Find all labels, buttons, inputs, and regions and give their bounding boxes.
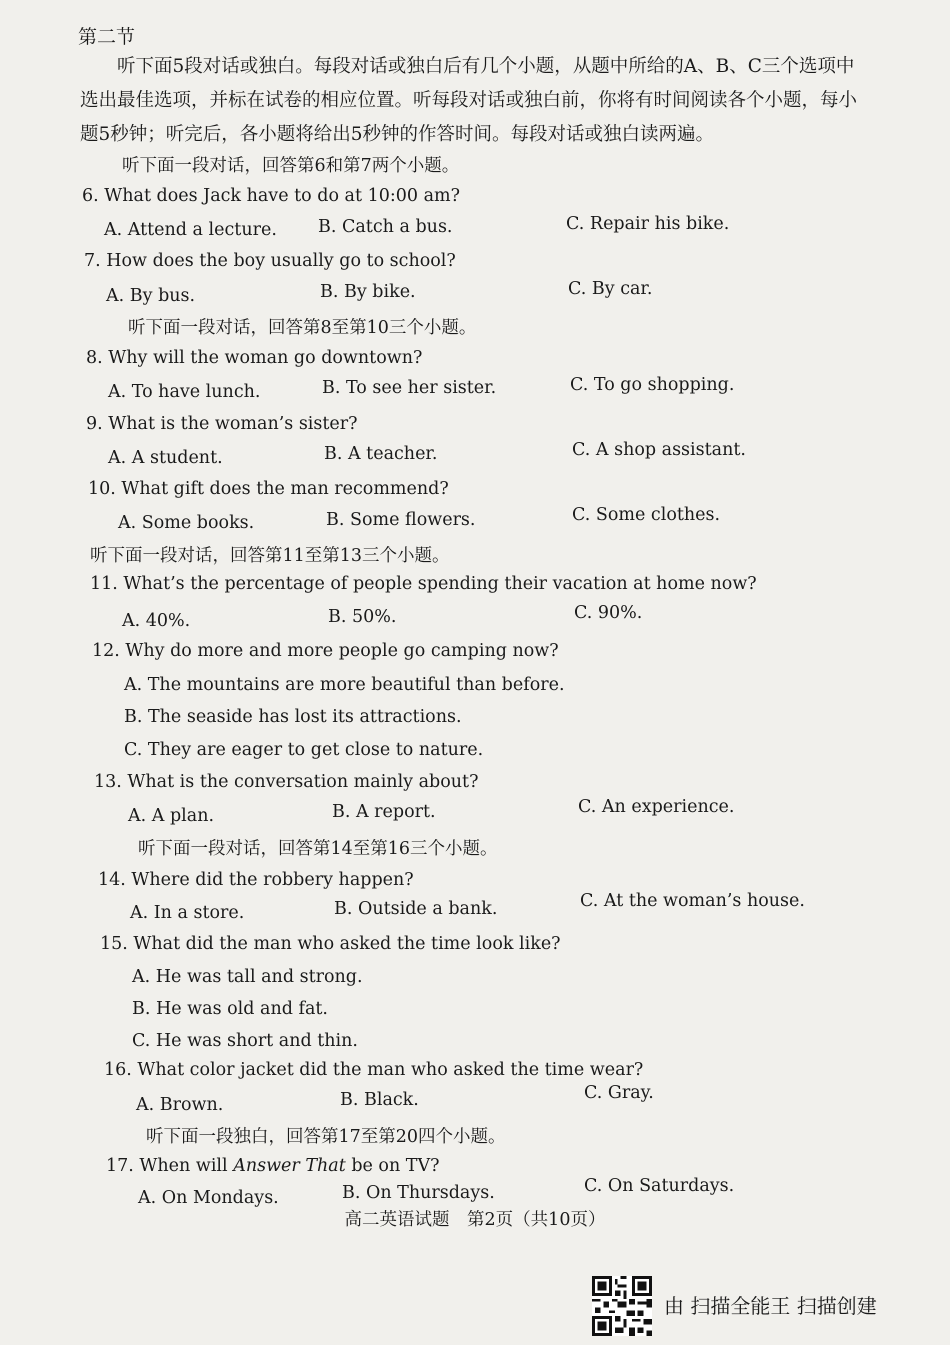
option-c: C. An experience. <box>578 797 735 817</box>
option-a: A. Brown. <box>136 1095 224 1115</box>
option-a: A. Attend a lecture. <box>104 220 277 240</box>
option-b: B. A report. <box>332 802 436 822</box>
question-stem: 12. Why do more and more people go camping now? <box>92 641 559 661</box>
option-a: A. By bus. <box>106 286 196 306</box>
option-b: B. On Thursdays. <box>342 1183 495 1203</box>
option-c: C. A shop assistant. <box>572 440 746 460</box>
option-b: B. By bike. <box>320 282 416 302</box>
option-b: B. Outside a bank. <box>334 899 498 919</box>
section-title: 第二节 <box>78 26 136 48</box>
option-a: A. On Mondays. <box>138 1188 279 1208</box>
qr-code-icon <box>592 1276 652 1336</box>
option-b: B. To see her sister. <box>322 378 497 398</box>
option-c: C. To go shopping. <box>570 375 735 395</box>
section-intro: 听下面5段对话或独白。每段对话或独白后有几个小题，从题中所给的A、B、C三个选项中选出最佳选项，并标在试卷的相应位置。听每段对话或独白前，你将有时间阅读各个小题，每小题5秒钟；听完后，各小题将给出5秒钟的作答时间。每段对话或独白读两遍。 <box>80 56 858 145</box>
question-stem: 6. What does Jack have to do at 10:00 am? <box>82 186 460 206</box>
question-stem: 14. Where did the robbery happen? <box>98 870 414 890</box>
question-stem-suffix: be on TV? <box>345 1156 440 1176</box>
question-stem: 16. What color jacket did the man who asked the time wear? <box>104 1060 644 1080</box>
option-a: A. In a store. <box>130 903 245 923</box>
option-b: B. Catch a bus. <box>318 217 453 237</box>
question-stem: 15. What did the man who asked the time look like? <box>100 934 561 954</box>
option-b: B. 50%. <box>328 607 397 627</box>
instruction: 听下面一段对话，回答第8至第10三个小题。 <box>128 318 477 338</box>
option-a: A. A plan. <box>128 806 215 826</box>
question-stem: 7. How does the boy usually go to school? <box>84 251 456 271</box>
question-stem: 8. Why will the woman go downtown? <box>86 348 423 368</box>
option-b: B. Black. <box>340 1090 419 1110</box>
option-c: C. He was short and thin. <box>132 1031 358 1051</box>
question-stem: 9. What is the woman’s sister? <box>86 414 358 434</box>
instruction: 听下面一段独白，回答第17至第20四个小题。 <box>146 1127 506 1147</box>
option-a: A. Some books. <box>118 513 255 533</box>
option-c: C. 90%. <box>574 603 643 623</box>
option-a: A. A student. <box>108 448 223 468</box>
option-c: C. Repair his bike. <box>566 214 730 234</box>
option-a: A. He was tall and strong. <box>132 967 363 987</box>
option-c: C. They are eager to get close to nature. <box>124 740 484 760</box>
question-stem-prefix: 17. When will <box>106 1156 234 1176</box>
question-stem: 11. What’s the percentage of people spending their vacation at home now? <box>90 574 757 594</box>
option-c: C. Some clothes. <box>572 505 721 525</box>
option-b: B. A teacher. <box>324 444 438 464</box>
instruction: 听下面一段对话，回答第6和第7两个小题。 <box>122 156 460 176</box>
instruction: 听下面一段对话，回答第11至第13三个小题。 <box>90 546 450 566</box>
question-stem: 10. What gift does the man recommend? <box>88 479 449 499</box>
scanner-watermark: 由 扫描全能王 扫描创建 <box>664 1294 877 1318</box>
option-c: C. By car. <box>568 279 653 299</box>
show-title: Answer That <box>233 1156 346 1176</box>
instruction: 听下面一段对话，回答第14至第16三个小题。 <box>138 839 498 859</box>
page-footer: 高二英语试题 第2页（共10页） <box>344 1210 606 1230</box>
question-stem: 13. What is the conversation mainly about? <box>94 772 479 792</box>
question-stem <box>106 1156 440 1176</box>
option-c: C. At the woman’s house. <box>580 891 805 911</box>
option-b: B. He was old and fat. <box>132 999 328 1019</box>
option-b: B. The seaside has lost its attractions. <box>124 707 462 727</box>
option-a: A. 40%. <box>122 611 191 631</box>
option-b: B. Some flowers. <box>326 510 476 530</box>
option-c: C. On Saturdays. <box>584 1176 735 1196</box>
option-a: A. The mountains are more beautiful than before. <box>124 675 565 695</box>
option-a: A. To have lunch. <box>108 382 261 402</box>
option-c: C. Gray. <box>584 1083 654 1103</box>
